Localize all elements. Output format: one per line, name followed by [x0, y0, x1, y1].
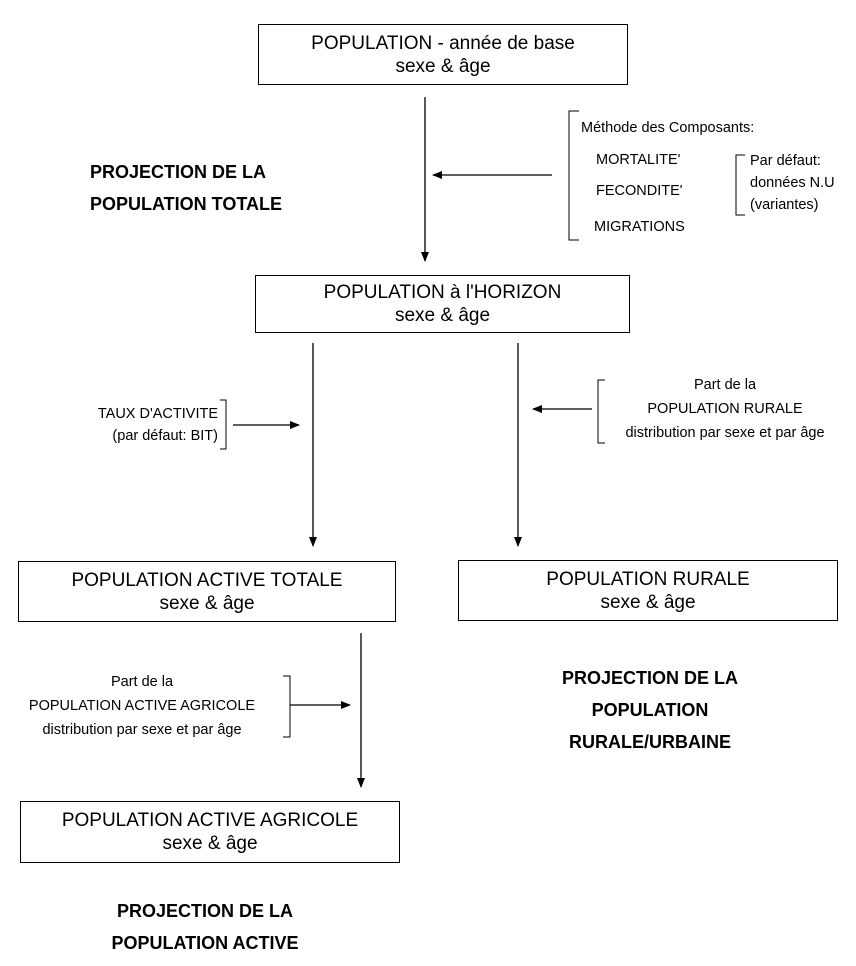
- title-projection-active: [60, 895, 350, 959]
- rural-share-line3: distribution par sexe et par âge: [625, 425, 825, 441]
- box-active-totale-line1: POPULATION ACTIVE TOTALE: [71, 569, 343, 591]
- default-line2: données N.U: [750, 175, 835, 191]
- box-active-totale-line2: sexe & âge: [159, 592, 255, 614]
- box-active-agricole-line1: POPULATION ACTIVE AGRICOLE: [61, 810, 359, 831]
- title-totale-line2: POPULATION TOTALE: [90, 194, 282, 214]
- box-population-active-totale: [18, 561, 396, 622]
- bracket-default: [736, 155, 745, 215]
- title-projection-rurale-urbaine: [520, 662, 780, 758]
- components-fecondite: FECONDITE': [596, 183, 683, 199]
- agri-share-label: [4, 670, 280, 742]
- components-migrations: MIGRATIONS: [594, 219, 685, 235]
- title-active-line1: PROJECTION DE LA: [116, 901, 294, 921]
- rural-share-line2: POPULATION RURALE: [647, 401, 803, 417]
- box-base-line2: sexe & âge: [395, 55, 491, 77]
- box-rurale-line1: POPULATION RURALE: [546, 568, 750, 590]
- title-totale-line1: PROJECTION DE LA: [90, 162, 267, 182]
- rural-share-label: [598, 373, 852, 445]
- activity-rate-line1: TAUX D'ACTIVITE: [97, 406, 218, 422]
- title-rurale-line3: RURALE/URBAINE: [569, 732, 731, 752]
- agri-share-line3: distribution par sexe et par âge: [42, 722, 242, 738]
- activity-rate-label: [60, 403, 218, 447]
- agri-share-line2: POPULATION ACTIVE AGRICOLE: [28, 698, 256, 714]
- box-horizon-line1: POPULATION à l'HORIZON: [323, 282, 562, 303]
- box-population-rurale: [458, 560, 838, 621]
- title-active-line2: POPULATION ACTIVE: [111, 933, 299, 953]
- bracket-components: [569, 111, 579, 240]
- bracket-activity: [220, 400, 226, 449]
- default-line1: Par défaut:: [750, 153, 821, 169]
- rural-share-line1: Part de la: [693, 377, 757, 393]
- default-line3: (variantes): [750, 197, 819, 213]
- components-default: [750, 150, 835, 216]
- box-population-active-agricole: [20, 801, 400, 863]
- agri-share-line1: Part de la: [110, 674, 174, 690]
- title-projection-totale: [90, 156, 282, 220]
- components-mortalite: MORTALITE': [596, 152, 681, 168]
- activity-rate-line2: (par défaut: BIT): [112, 428, 218, 444]
- box-population-base: [258, 24, 628, 85]
- title-rurale-line1: PROJECTION DE LA: [561, 668, 739, 688]
- box-active-agricole-line2: sexe & âge: [162, 833, 258, 854]
- box-rurale-line2: sexe & âge: [600, 591, 696, 613]
- title-rurale-line2: POPULATION: [591, 700, 709, 720]
- box-horizon-line2: sexe & âge: [394, 305, 491, 326]
- components-heading: Méthode des Composants:: [581, 120, 755, 136]
- bracket-agri: [283, 676, 290, 737]
- box-base-line1: POPULATION - année de base: [311, 32, 575, 54]
- box-population-horizon: [255, 275, 630, 333]
